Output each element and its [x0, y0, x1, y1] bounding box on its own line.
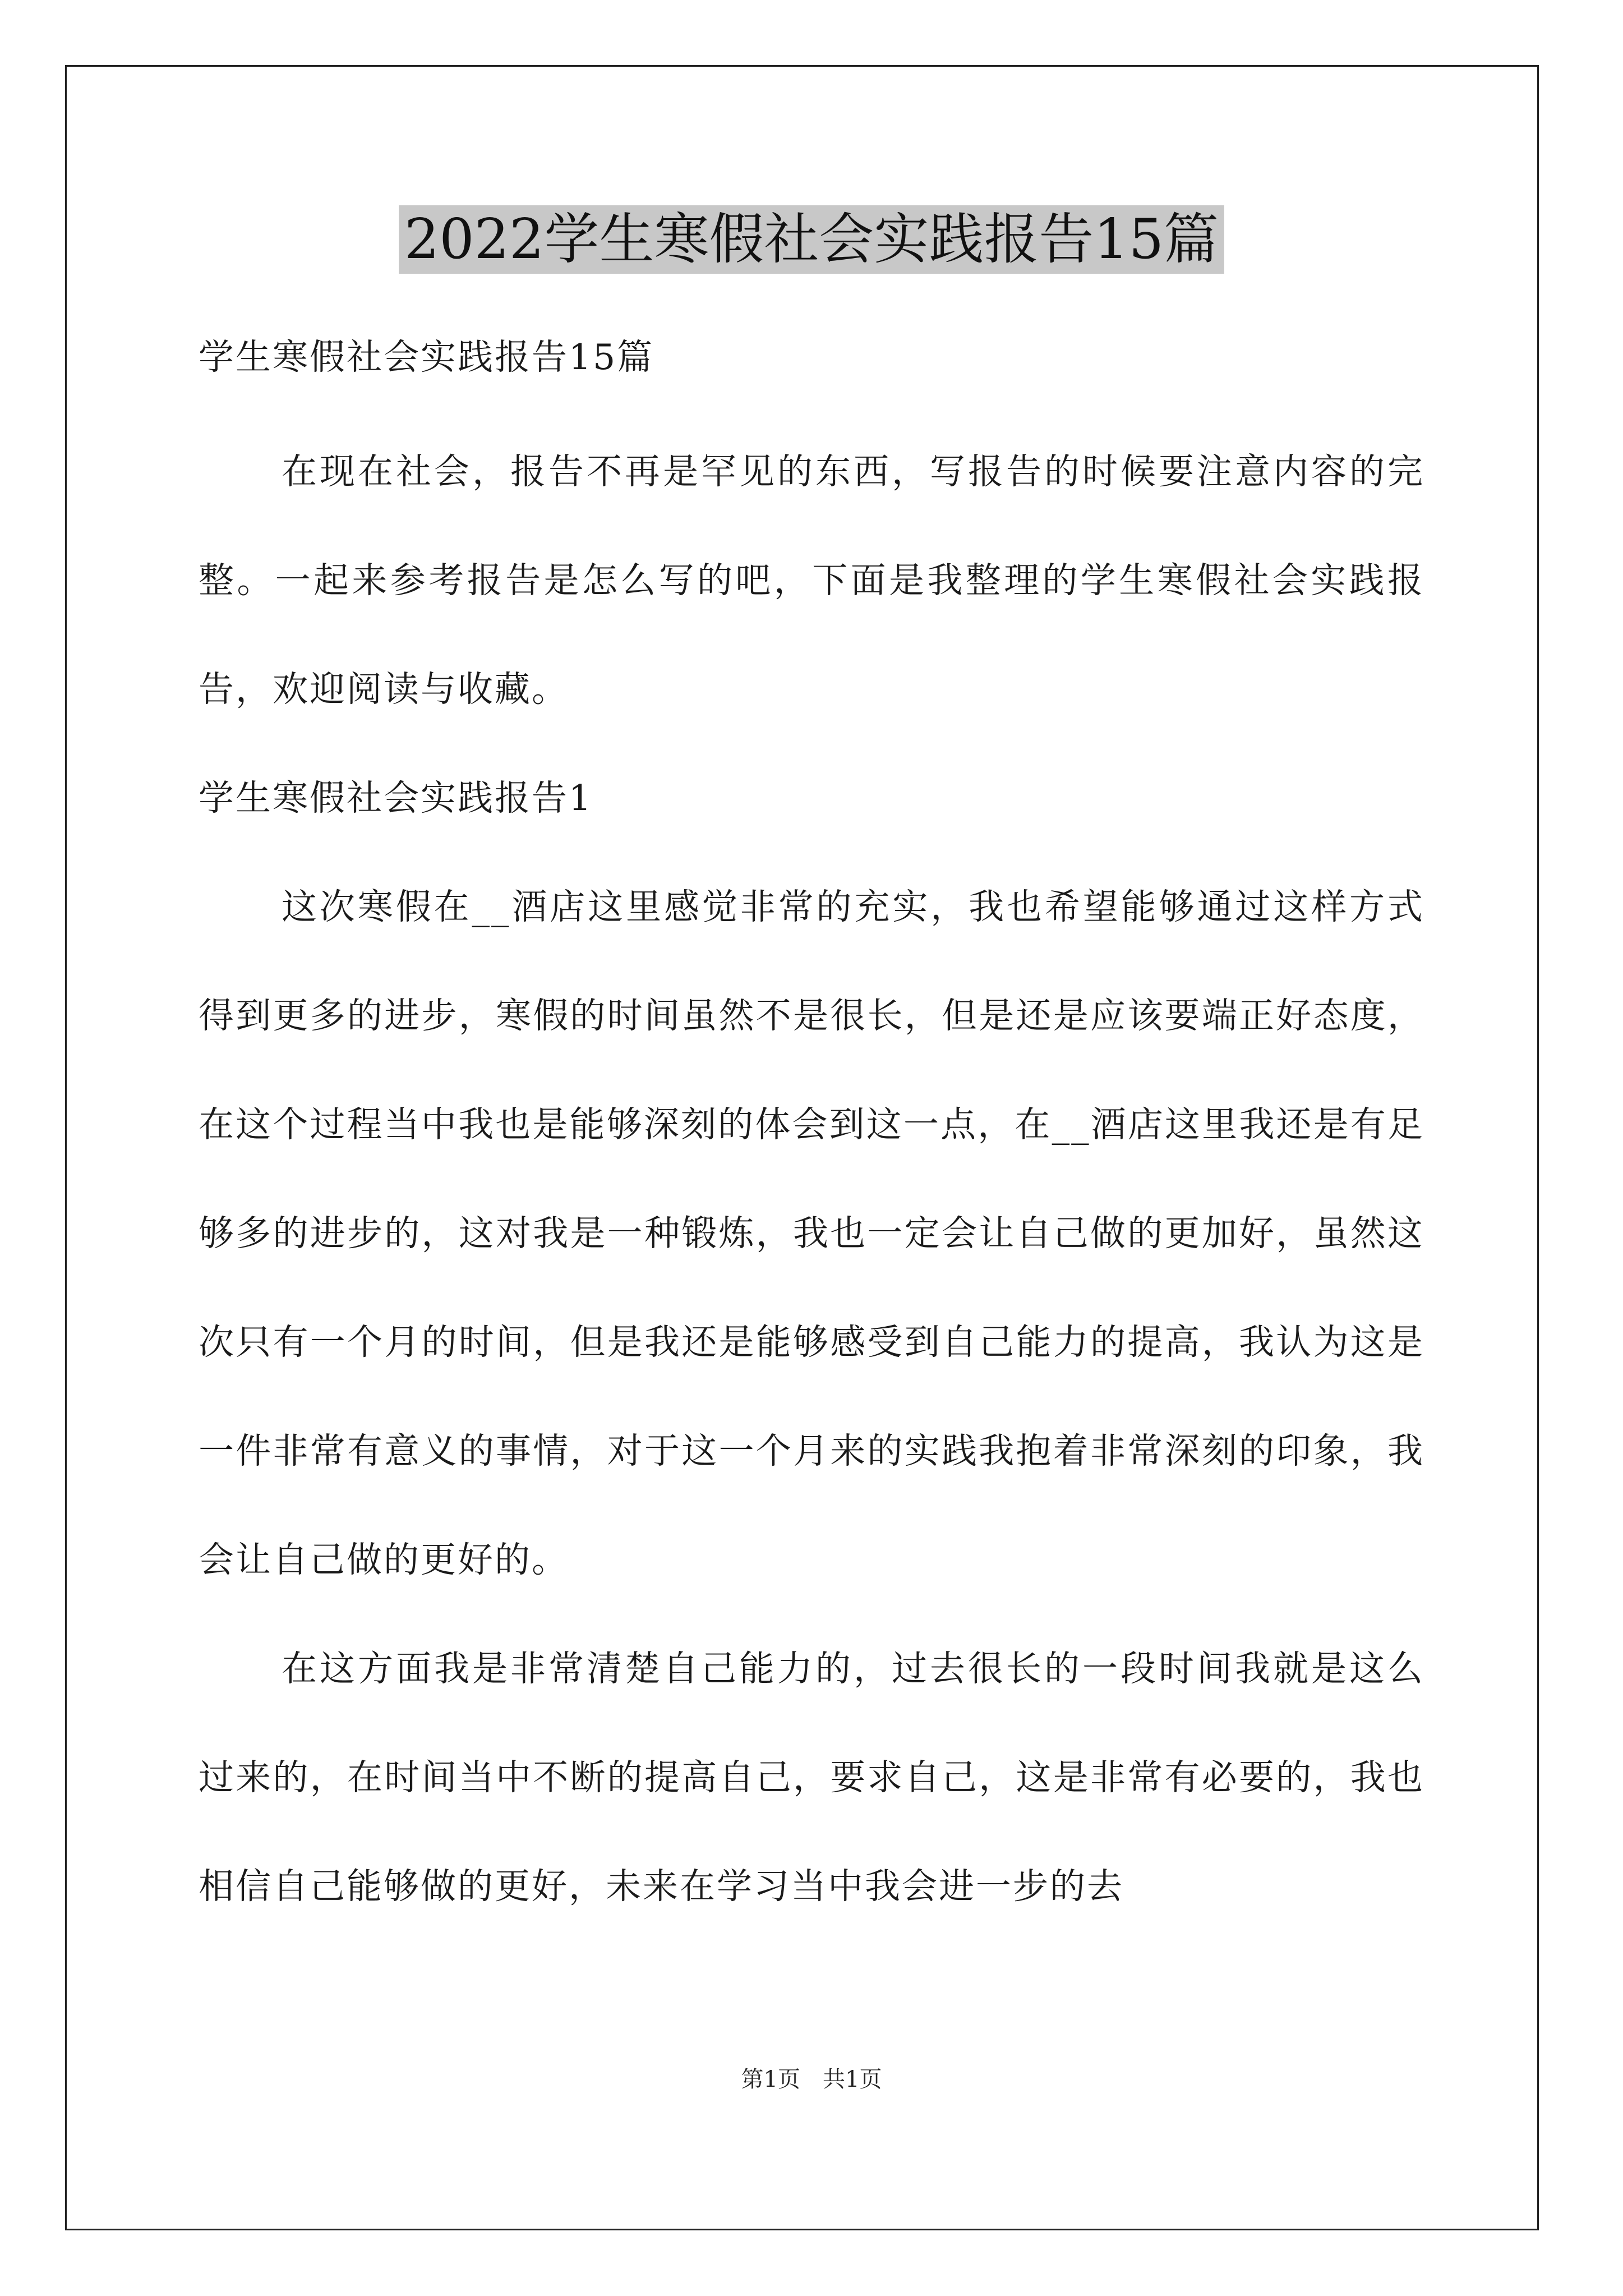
document-title — [0, 203, 1623, 276]
page-number-footer: 第1页 共1页 — [741, 2067, 882, 2092]
document-subtitle: 学生寒假社会实践报告15篇 — [199, 337, 654, 378]
document-body — [199, 303, 1424, 1941]
intro-paragraph: 在现在社会，报告不再是罕见的东西，写报告的时候要注意内容的完整。一起来参考报告是怎么写的吧，下面是我整理的学生寒假社会实践报告，欢迎阅读与收藏。 — [199, 451, 1424, 710]
section-heading: 学生寒假社会实践报告1 — [199, 777, 593, 818]
section-paragraph: 在这方面我是非常清楚自己能力的，过去很长的一段时间我就是这么过来的，在时间当中不断的提高自己，要求自己，这是非常有必要的，我也相信自己能够做的更好，未来在学习当中我会进一步的去 — [199, 1648, 1424, 1907]
document-title-text: 2022学生寒假社会实践报告15篇 — [399, 205, 1224, 274]
section-paragraph: 这次寒假在__酒店这里感觉非常的充实，我也希望能够通过这样方式得到更多的进步，寒假的时间虽然不是很长，但是还是应该要端正好态度，在这个过程当中我也是能够深刻的体会到这一点，在__酒店这里我还是有足够多的进步的，这对我是一种锻炼，我也一定会让自己做的更加好，虽然这次只有一个月的时间，但是我还是能够感受到自己能力的提高，我认为这是一件非常有意义的事情，对于这一个月来的实践我抱着非常深刻的印象，我会让自己做的更好的。 — [199, 886, 1424, 1580]
